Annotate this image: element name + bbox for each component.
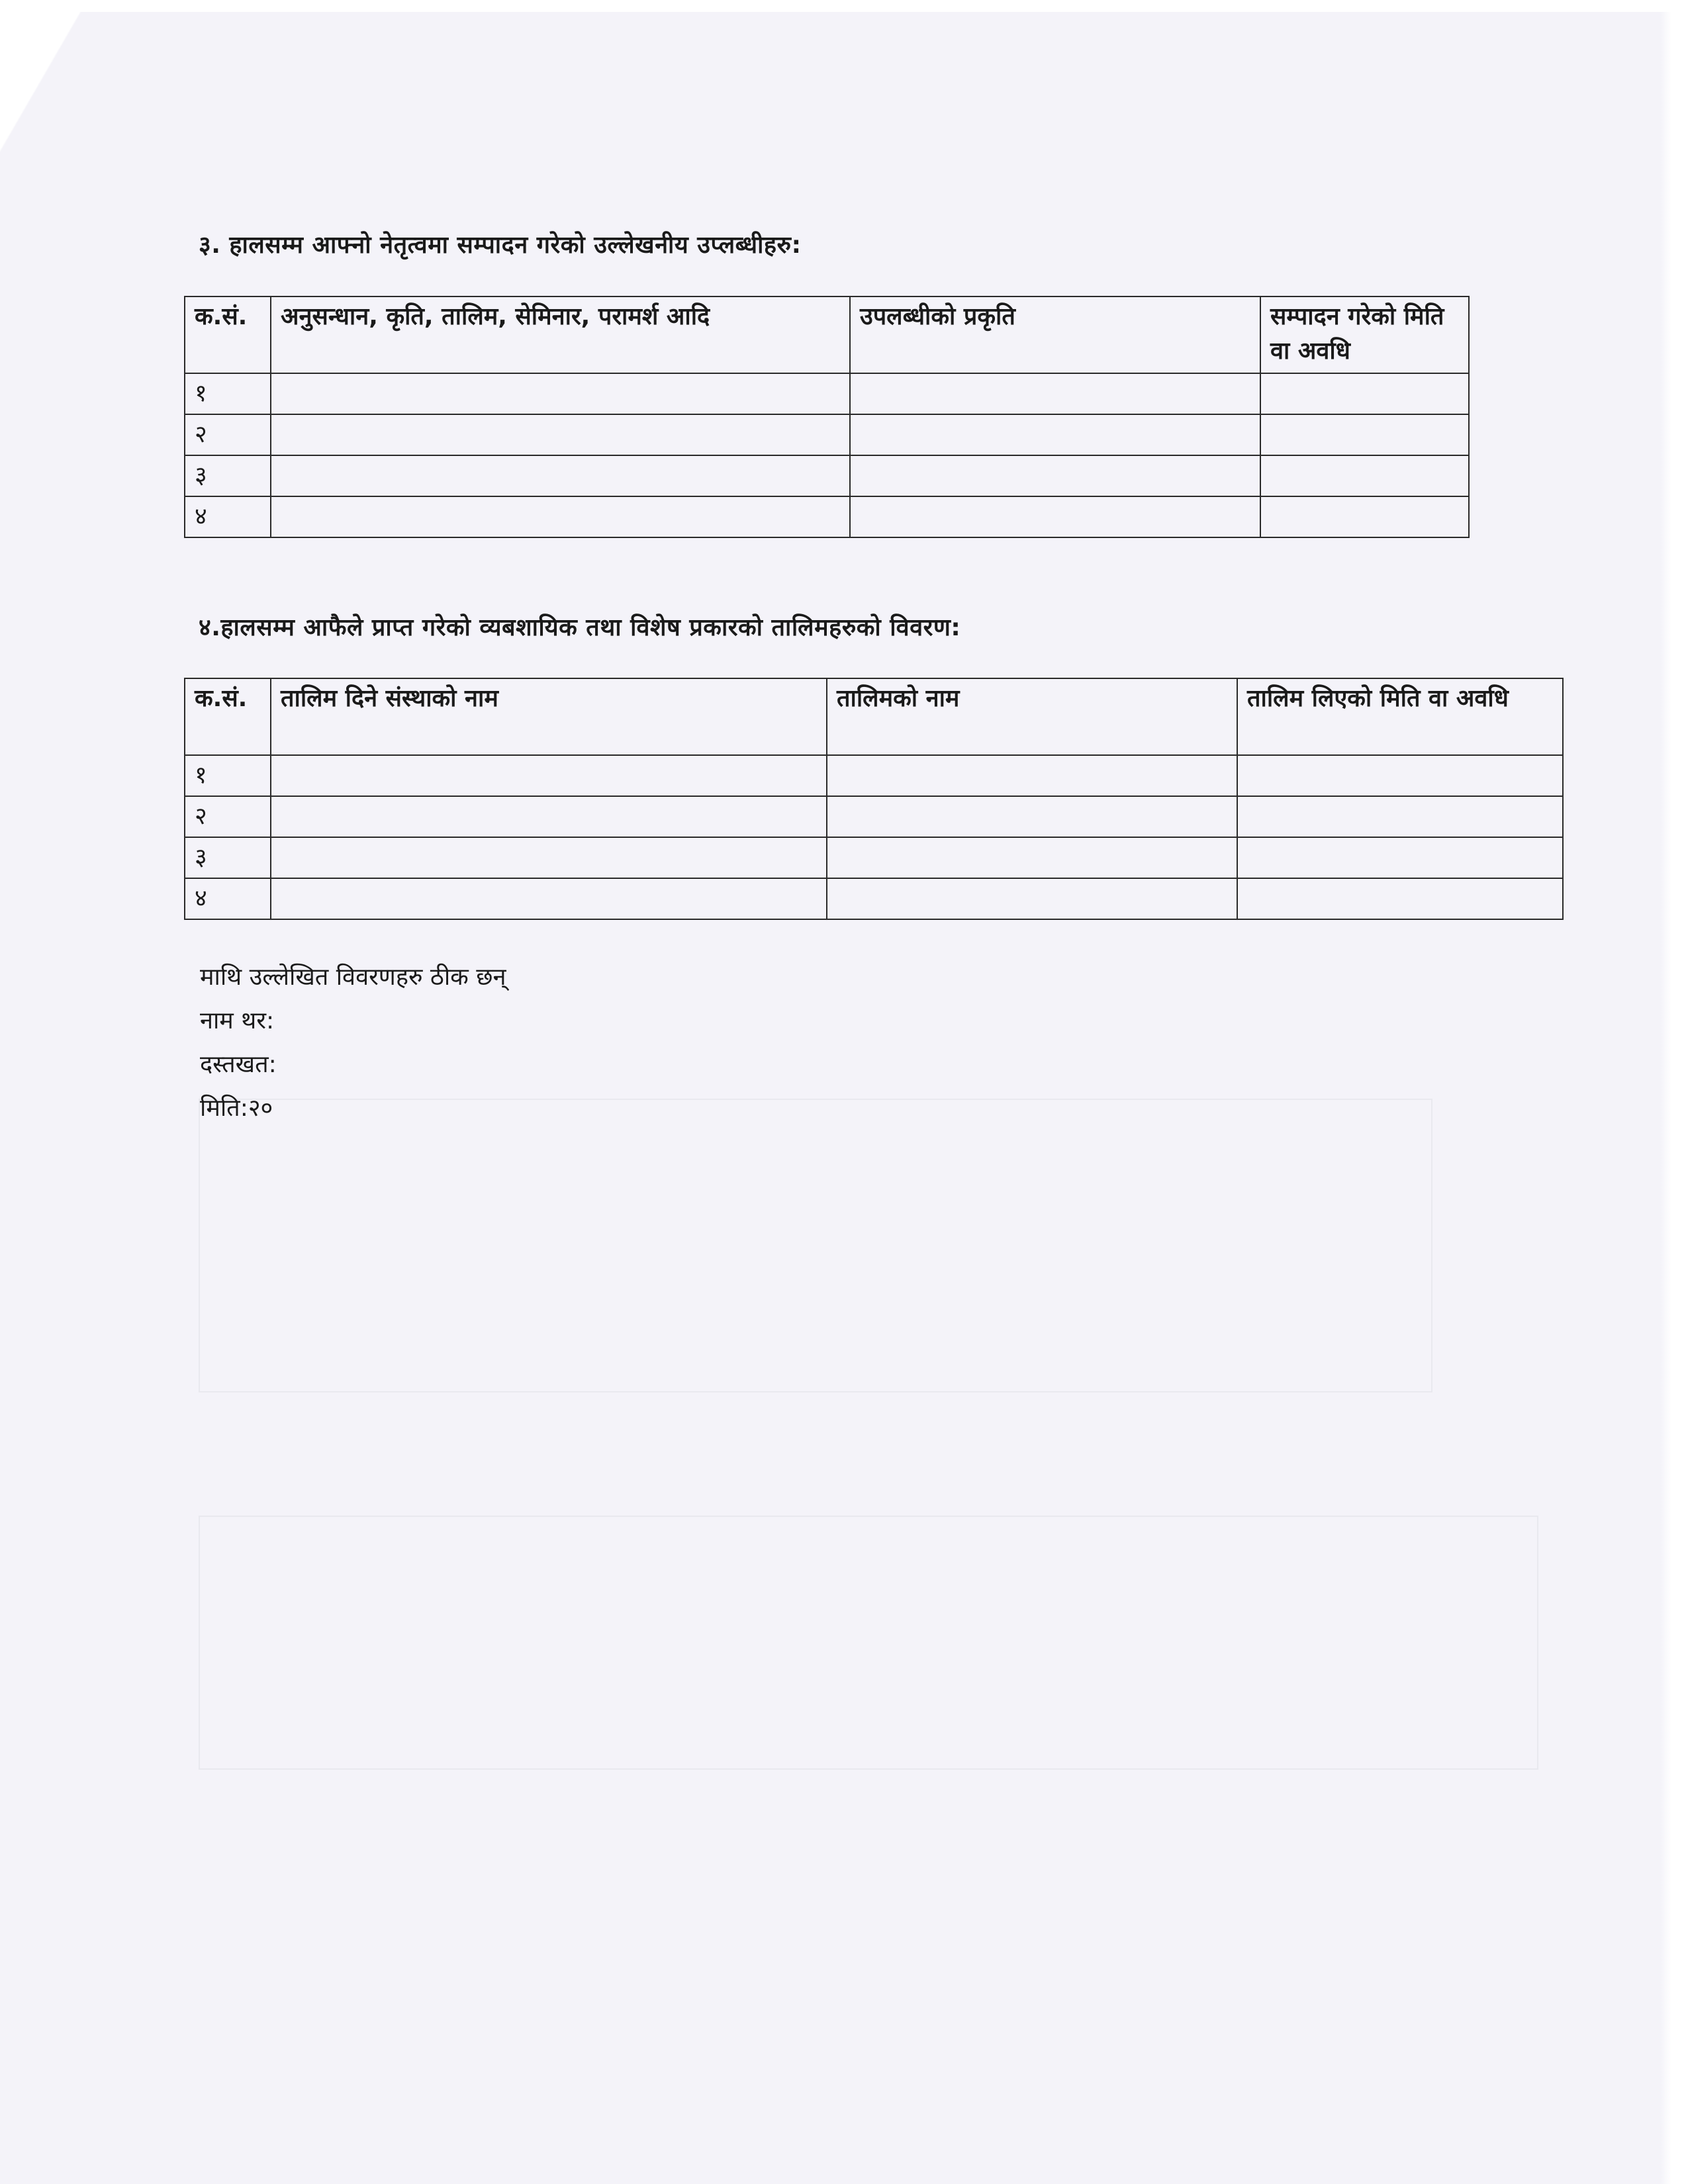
table-header-row (185, 678, 1563, 755)
empty-cell[interactable] (1237, 796, 1563, 837)
row-serial: ४ (185, 496, 271, 537)
empty-cell[interactable] (1260, 414, 1469, 455)
empty-cell[interactable] (271, 878, 827, 919)
empty-cell[interactable] (1237, 878, 1563, 919)
section4-heading: ४.हालसम्म आफैले प्राप्त गरेको व्यबशायिक तथा विशेष प्रकारको तालिमहरुको विवरण: (199, 614, 961, 641)
column-header-serial: क.सं. (185, 678, 271, 755)
row-serial: १ (185, 755, 271, 796)
row-serial: ३ (185, 455, 271, 496)
scan-right-edge (1660, 0, 1688, 2184)
empty-cell[interactable] (850, 455, 1260, 496)
empty-cell[interactable] (850, 414, 1260, 455)
empty-cell[interactable] (1237, 837, 1563, 878)
empty-cell[interactable] (1260, 496, 1469, 537)
column-header-completion-date: सम्पादन गरेको मिति वा अवधि (1260, 296, 1469, 373)
row-serial: २ (185, 414, 271, 455)
date-label: मिति:२० (200, 1095, 273, 1122)
row-serial: ४ (185, 878, 271, 919)
row-serial: २ (185, 796, 271, 837)
table-row (185, 837, 1563, 878)
empty-cell[interactable] (271, 373, 850, 414)
achievements-table (184, 296, 1470, 538)
empty-cell[interactable] (1260, 373, 1469, 414)
empty-cell[interactable] (827, 796, 1237, 837)
row-serial: ३ (185, 837, 271, 878)
column-header-institution-name: तालिम दिने संस्थाको नाम (271, 678, 827, 755)
empty-cell[interactable] (850, 373, 1260, 414)
bleed-through-table (199, 1516, 1538, 1770)
table-row (185, 796, 1563, 837)
empty-cell[interactable] (1260, 455, 1469, 496)
empty-cell[interactable] (271, 414, 850, 455)
row-serial: १ (185, 373, 271, 414)
empty-cell[interactable] (271, 837, 827, 878)
table-row (185, 455, 1469, 496)
scan-top-edge (0, 0, 1688, 12)
empty-cell[interactable] (827, 878, 1237, 919)
column-header-research-work: अनुसन्धान, कृति, तालिम, सेमिनार, परामर्श आदि (271, 296, 850, 373)
empty-cell[interactable] (271, 796, 827, 837)
bleed-through-box (199, 1099, 1432, 1392)
empty-cell[interactable] (850, 496, 1260, 537)
empty-cell[interactable] (1237, 755, 1563, 796)
table-row (185, 414, 1469, 455)
empty-cell[interactable] (827, 755, 1237, 796)
table-row (185, 373, 1469, 414)
table-row (185, 878, 1563, 919)
empty-cell[interactable] (827, 837, 1237, 878)
empty-cell[interactable] (271, 755, 827, 796)
empty-cell[interactable] (271, 496, 850, 537)
name-label: नाम थर: (200, 1007, 275, 1034)
column-header-training-name: तालिमको नाम (827, 678, 1237, 755)
declaration-text: माथि उल्लेखित विवरणहरु ठीक छन् (200, 964, 506, 991)
signature-label: दस्तखत: (200, 1051, 277, 1078)
column-header-achievement-nature: उपलब्धीको प्रकृति (850, 296, 1260, 373)
table-row (185, 496, 1469, 537)
section3-heading: ३. हालसम्म आफ्नो नेतृत्वमा सम्पादन गरेको उल्लेखनीय उप्लब्धीहरु: (199, 232, 802, 259)
empty-cell[interactable] (271, 455, 850, 496)
trainings-table (184, 678, 1564, 920)
table-header-row (185, 296, 1469, 373)
column-header-serial: क.सं. (185, 296, 271, 373)
folded-corner (0, 0, 93, 172)
column-header-training-date: तालिम लिएको मिति वा अवधि (1237, 678, 1563, 755)
table-row (185, 755, 1563, 796)
